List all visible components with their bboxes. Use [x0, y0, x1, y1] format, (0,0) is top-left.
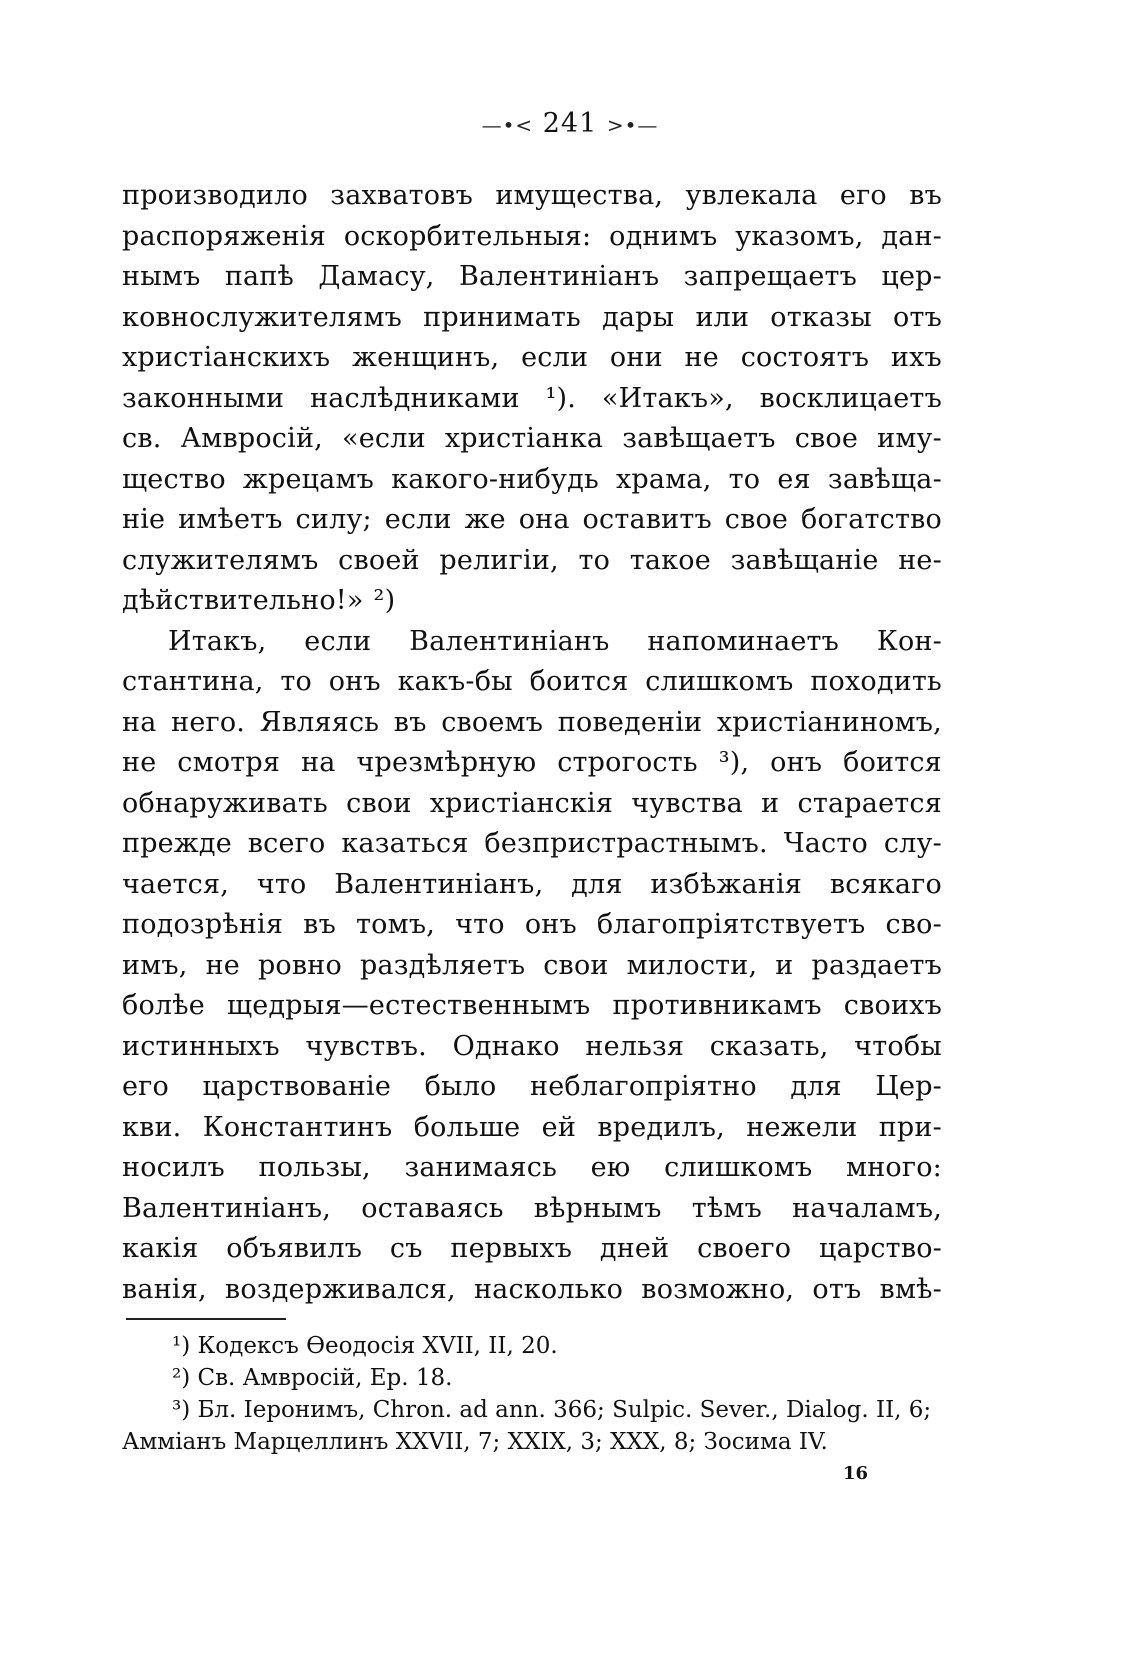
- word: указомъ,: [735, 220, 864, 252]
- text-line: [122, 1189, 942, 1230]
- word: болѣе: [122, 990, 205, 1021]
- word: боится: [529, 666, 629, 697]
- word: оставаясь: [361, 1192, 504, 1224]
- word: храма,: [616, 463, 712, 495]
- word: законными: [122, 382, 285, 414]
- footnote-divider: [126, 1318, 286, 1320]
- text-line: [122, 1148, 942, 1189]
- text-line: [122, 298, 942, 339]
- text-line: [122, 946, 942, 987]
- word: христіанскихъ: [122, 342, 331, 373]
- word: оскорбительныя:: [343, 220, 592, 252]
- word: своего: [697, 1233, 792, 1264]
- text-line: [122, 379, 942, 420]
- word: имѣетъ: [178, 504, 283, 535]
- text-line: [122, 986, 942, 1027]
- word: избѣжанія: [650, 868, 803, 900]
- left-ornament: —•<: [481, 113, 534, 137]
- word: «если: [342, 423, 426, 454]
- word: щество: [122, 463, 226, 495]
- text-line: [122, 703, 942, 744]
- word: ³),: [718, 747, 750, 778]
- word: женщинъ,: [352, 342, 500, 373]
- word: чувства: [631, 787, 743, 819]
- word: онъ: [524, 909, 577, 940]
- word: христіаниномъ,: [716, 706, 942, 738]
- word: нымъ: [122, 261, 201, 292]
- word: религіи,: [439, 544, 559, 576]
- word: для: [571, 868, 623, 900]
- word: всякаго: [829, 868, 942, 900]
- word: цер-: [881, 261, 942, 292]
- word: не: [684, 342, 719, 373]
- word: щедрыя—естественнымъ: [227, 990, 591, 1021]
- word: чается,: [122, 868, 230, 900]
- word: казаться: [341, 828, 469, 859]
- word: ровно: [257, 949, 342, 981]
- word: оставитъ: [582, 504, 712, 535]
- word: силу;: [295, 504, 372, 535]
- word: сво-: [885, 909, 942, 940]
- word: въ: [303, 909, 336, 940]
- word: вѣрнымъ: [533, 1192, 662, 1224]
- word: Часто: [783, 828, 868, 859]
- word: стантина,: [122, 666, 264, 697]
- word: св.: [122, 423, 162, 454]
- word: походить: [810, 666, 942, 697]
- word: свои: [346, 787, 412, 819]
- text-line: [122, 622, 942, 663]
- word: вредилъ,: [597, 1111, 725, 1143]
- word: Цер-: [875, 1071, 942, 1102]
- word: своихъ: [843, 990, 942, 1021]
- text-line: [122, 460, 942, 501]
- text-line: [122, 1067, 942, 1108]
- word: и: [761, 787, 780, 819]
- word: однимъ: [609, 220, 718, 252]
- word: ея: [777, 463, 811, 495]
- word: его: [122, 1071, 169, 1102]
- word: на: [122, 706, 157, 738]
- word: чтобы: [854, 1030, 942, 1062]
- word: первыхъ: [450, 1233, 573, 1264]
- text-line: [122, 500, 942, 541]
- word: него.: [171, 706, 246, 738]
- word: своей: [338, 544, 420, 576]
- word: какія: [122, 1233, 199, 1264]
- word: какъ-бы: [397, 666, 513, 697]
- word: слишкомъ: [645, 666, 794, 697]
- word: увлекала: [685, 180, 818, 211]
- word: онъ: [328, 666, 381, 697]
- word: раздаетъ: [811, 949, 942, 981]
- text-line: [122, 1027, 942, 1068]
- word: чрезмѣрную: [356, 747, 537, 778]
- word: же: [464, 504, 506, 535]
- word: началамъ,: [792, 1192, 942, 1224]
- signature-mark: 16: [843, 1463, 869, 1484]
- word: свое: [794, 423, 859, 454]
- word: подозрѣнія: [122, 909, 284, 940]
- word: отъ: [892, 301, 942, 333]
- page-number: 241: [542, 108, 598, 139]
- footnote: ²) Св. Амвросій, Ep. 18.: [172, 1365, 453, 1391]
- word: царство-: [819, 1233, 942, 1264]
- word: ихъ: [890, 342, 942, 373]
- word: состоятъ: [740, 342, 870, 373]
- word: больше: [413, 1111, 521, 1143]
- word: завѣща-: [827, 463, 942, 495]
- word: или: [695, 301, 750, 333]
- word: прежде: [122, 828, 232, 859]
- word: царствованіе: [202, 1071, 392, 1102]
- word: то: [578, 544, 611, 576]
- word: раздѣляетъ: [359, 949, 526, 981]
- word: слишкомъ: [664, 1152, 813, 1183]
- word: Дамасу,: [318, 261, 435, 292]
- word: если: [521, 342, 589, 373]
- word: принимать: [423, 301, 581, 333]
- page-header: [0, 108, 1140, 139]
- text-line: [122, 176, 942, 217]
- word: слу-: [883, 828, 942, 859]
- word: они: [609, 342, 663, 373]
- word: возможно,: [641, 1273, 795, 1305]
- word: служителямъ: [122, 544, 319, 576]
- word: онъ: [770, 747, 823, 778]
- word: не-: [898, 544, 942, 576]
- text-line: [122, 905, 942, 946]
- word: его: [839, 180, 887, 211]
- word: своемъ: [441, 706, 544, 738]
- text-line: [122, 743, 942, 784]
- word: завѣщаніе: [730, 544, 879, 576]
- word: отъ: [812, 1273, 862, 1305]
- footnotes: [122, 1330, 942, 1458]
- word: носилъ: [122, 1152, 225, 1183]
- word: было: [424, 1071, 497, 1102]
- word: дан-: [881, 220, 942, 252]
- word: богатство: [800, 504, 942, 535]
- word: насколько: [473, 1273, 624, 1305]
- word: напоминаетъ: [647, 625, 840, 657]
- word: она: [518, 504, 570, 535]
- word: благопріятствуетъ: [596, 909, 866, 940]
- word: наслѣдниками: [310, 382, 520, 414]
- word: ей: [541, 1111, 577, 1143]
- word: если: [304, 625, 372, 657]
- word: христіанскія: [429, 787, 614, 819]
- footnote: Амміанъ Марцеллинъ XXVII, 7; XXIX, 3; XXX, 8; Зосима IV.: [122, 1429, 828, 1455]
- word: нельзя: [585, 1030, 685, 1062]
- word: завѣщаетъ: [622, 423, 776, 454]
- word: пользы,: [258, 1152, 371, 1183]
- right-ornament: >•—: [606, 113, 659, 137]
- word: не: [122, 747, 157, 778]
- word: Валентиніанъ: [458, 261, 660, 292]
- word: на: [301, 747, 336, 778]
- word: какого-нибудь: [391, 463, 599, 495]
- word: Валентиніанъ: [409, 625, 610, 657]
- word: воздерживался,: [224, 1273, 456, 1305]
- word: поведеніи: [557, 706, 703, 738]
- word: для: [790, 1071, 842, 1102]
- word: ²): [373, 585, 396, 616]
- footnote: ¹) Кодексъ Ѳеодосія XVII, II, 20.: [172, 1333, 558, 1359]
- word: Однако: [452, 1030, 560, 1062]
- word: папѣ: [224, 261, 295, 292]
- word: «Итакъ»,: [601, 382, 734, 414]
- text-line: [122, 419, 942, 460]
- word: иму-: [877, 423, 942, 454]
- word: имъ,: [122, 949, 188, 981]
- word: противникамъ: [612, 990, 822, 1021]
- text-line: [122, 662, 942, 703]
- footnote: ³) Бл. Іеронимъ, Chron. ad ann. 366; Sulpic. Sever., Dialog. II, 6;: [172, 1397, 932, 1423]
- word: Являясь: [259, 706, 380, 738]
- word: при-: [878, 1111, 942, 1143]
- word: то: [728, 463, 761, 495]
- word: сказать,: [709, 1030, 829, 1062]
- word: восклицаетъ: [759, 382, 942, 414]
- word: то: [280, 666, 312, 697]
- word: томъ,: [356, 909, 435, 940]
- word: ¹).: [545, 382, 577, 414]
- word: свои: [543, 949, 609, 981]
- word: ковнослужителямъ: [122, 301, 403, 333]
- word: въ: [909, 180, 942, 211]
- text-line: [122, 824, 942, 865]
- word: дней: [599, 1233, 670, 1264]
- text-line: [122, 217, 942, 258]
- word: занимаясь: [404, 1152, 558, 1183]
- word: обнаруживать: [122, 787, 328, 819]
- word: кви.: [122, 1111, 182, 1143]
- text-line: [122, 257, 942, 298]
- word: въ: [393, 706, 427, 738]
- word: тѣмъ: [691, 1192, 762, 1224]
- word: отказы: [770, 301, 872, 333]
- word: всего: [247, 828, 326, 859]
- word: захватовъ: [330, 180, 473, 211]
- word: свое: [724, 504, 789, 535]
- word: распоряженія: [122, 220, 326, 252]
- word: съ: [389, 1233, 423, 1264]
- text-line: [122, 1229, 942, 1270]
- word: Константинъ: [202, 1111, 393, 1143]
- text-line: [122, 1270, 942, 1311]
- word: Амвросій,: [180, 423, 323, 454]
- main-text: [122, 176, 942, 1310]
- word: Итакъ,: [168, 625, 267, 657]
- word: что: [256, 868, 307, 900]
- word: Валентиніанъ,: [122, 1192, 332, 1224]
- word: и: [775, 949, 794, 981]
- word: производило: [122, 180, 308, 211]
- word: дѣйствительно!»: [122, 585, 364, 616]
- word: если: [384, 504, 452, 535]
- word: чувствъ.: [305, 1030, 427, 1062]
- word: смотря: [177, 747, 281, 778]
- word: дары: [602, 301, 675, 333]
- word: Кон-: [876, 625, 942, 657]
- word: нежели: [746, 1111, 858, 1143]
- text-line: [122, 338, 942, 379]
- word: боится: [843, 747, 942, 778]
- word: ею: [590, 1152, 631, 1183]
- word: истинныхъ: [122, 1030, 280, 1062]
- word: старается: [797, 787, 942, 819]
- word: христіанка: [444, 423, 604, 454]
- text-line: [122, 581, 942, 622]
- word: что: [455, 909, 505, 940]
- word: жрецамъ: [242, 463, 375, 495]
- word: не: [205, 949, 240, 981]
- word: вмѣ-: [879, 1273, 942, 1305]
- word: много:: [846, 1152, 942, 1183]
- word: строгость: [557, 747, 698, 778]
- word: имущества,: [495, 180, 664, 211]
- word: такое: [629, 544, 711, 576]
- word: объявилъ: [226, 1233, 363, 1264]
- word: безпристрастнымъ.: [484, 828, 768, 859]
- text-line: [122, 1108, 942, 1149]
- word: запрещаетъ: [683, 261, 858, 292]
- text-line: [122, 865, 942, 906]
- text-line: [122, 784, 942, 825]
- word: ніе: [122, 504, 166, 535]
- word: Валентиніанъ,: [334, 868, 544, 900]
- word: ванія,: [122, 1273, 207, 1305]
- word: милости,: [626, 949, 758, 981]
- text-line: [122, 541, 942, 582]
- word: неблагопріятно: [530, 1071, 757, 1102]
